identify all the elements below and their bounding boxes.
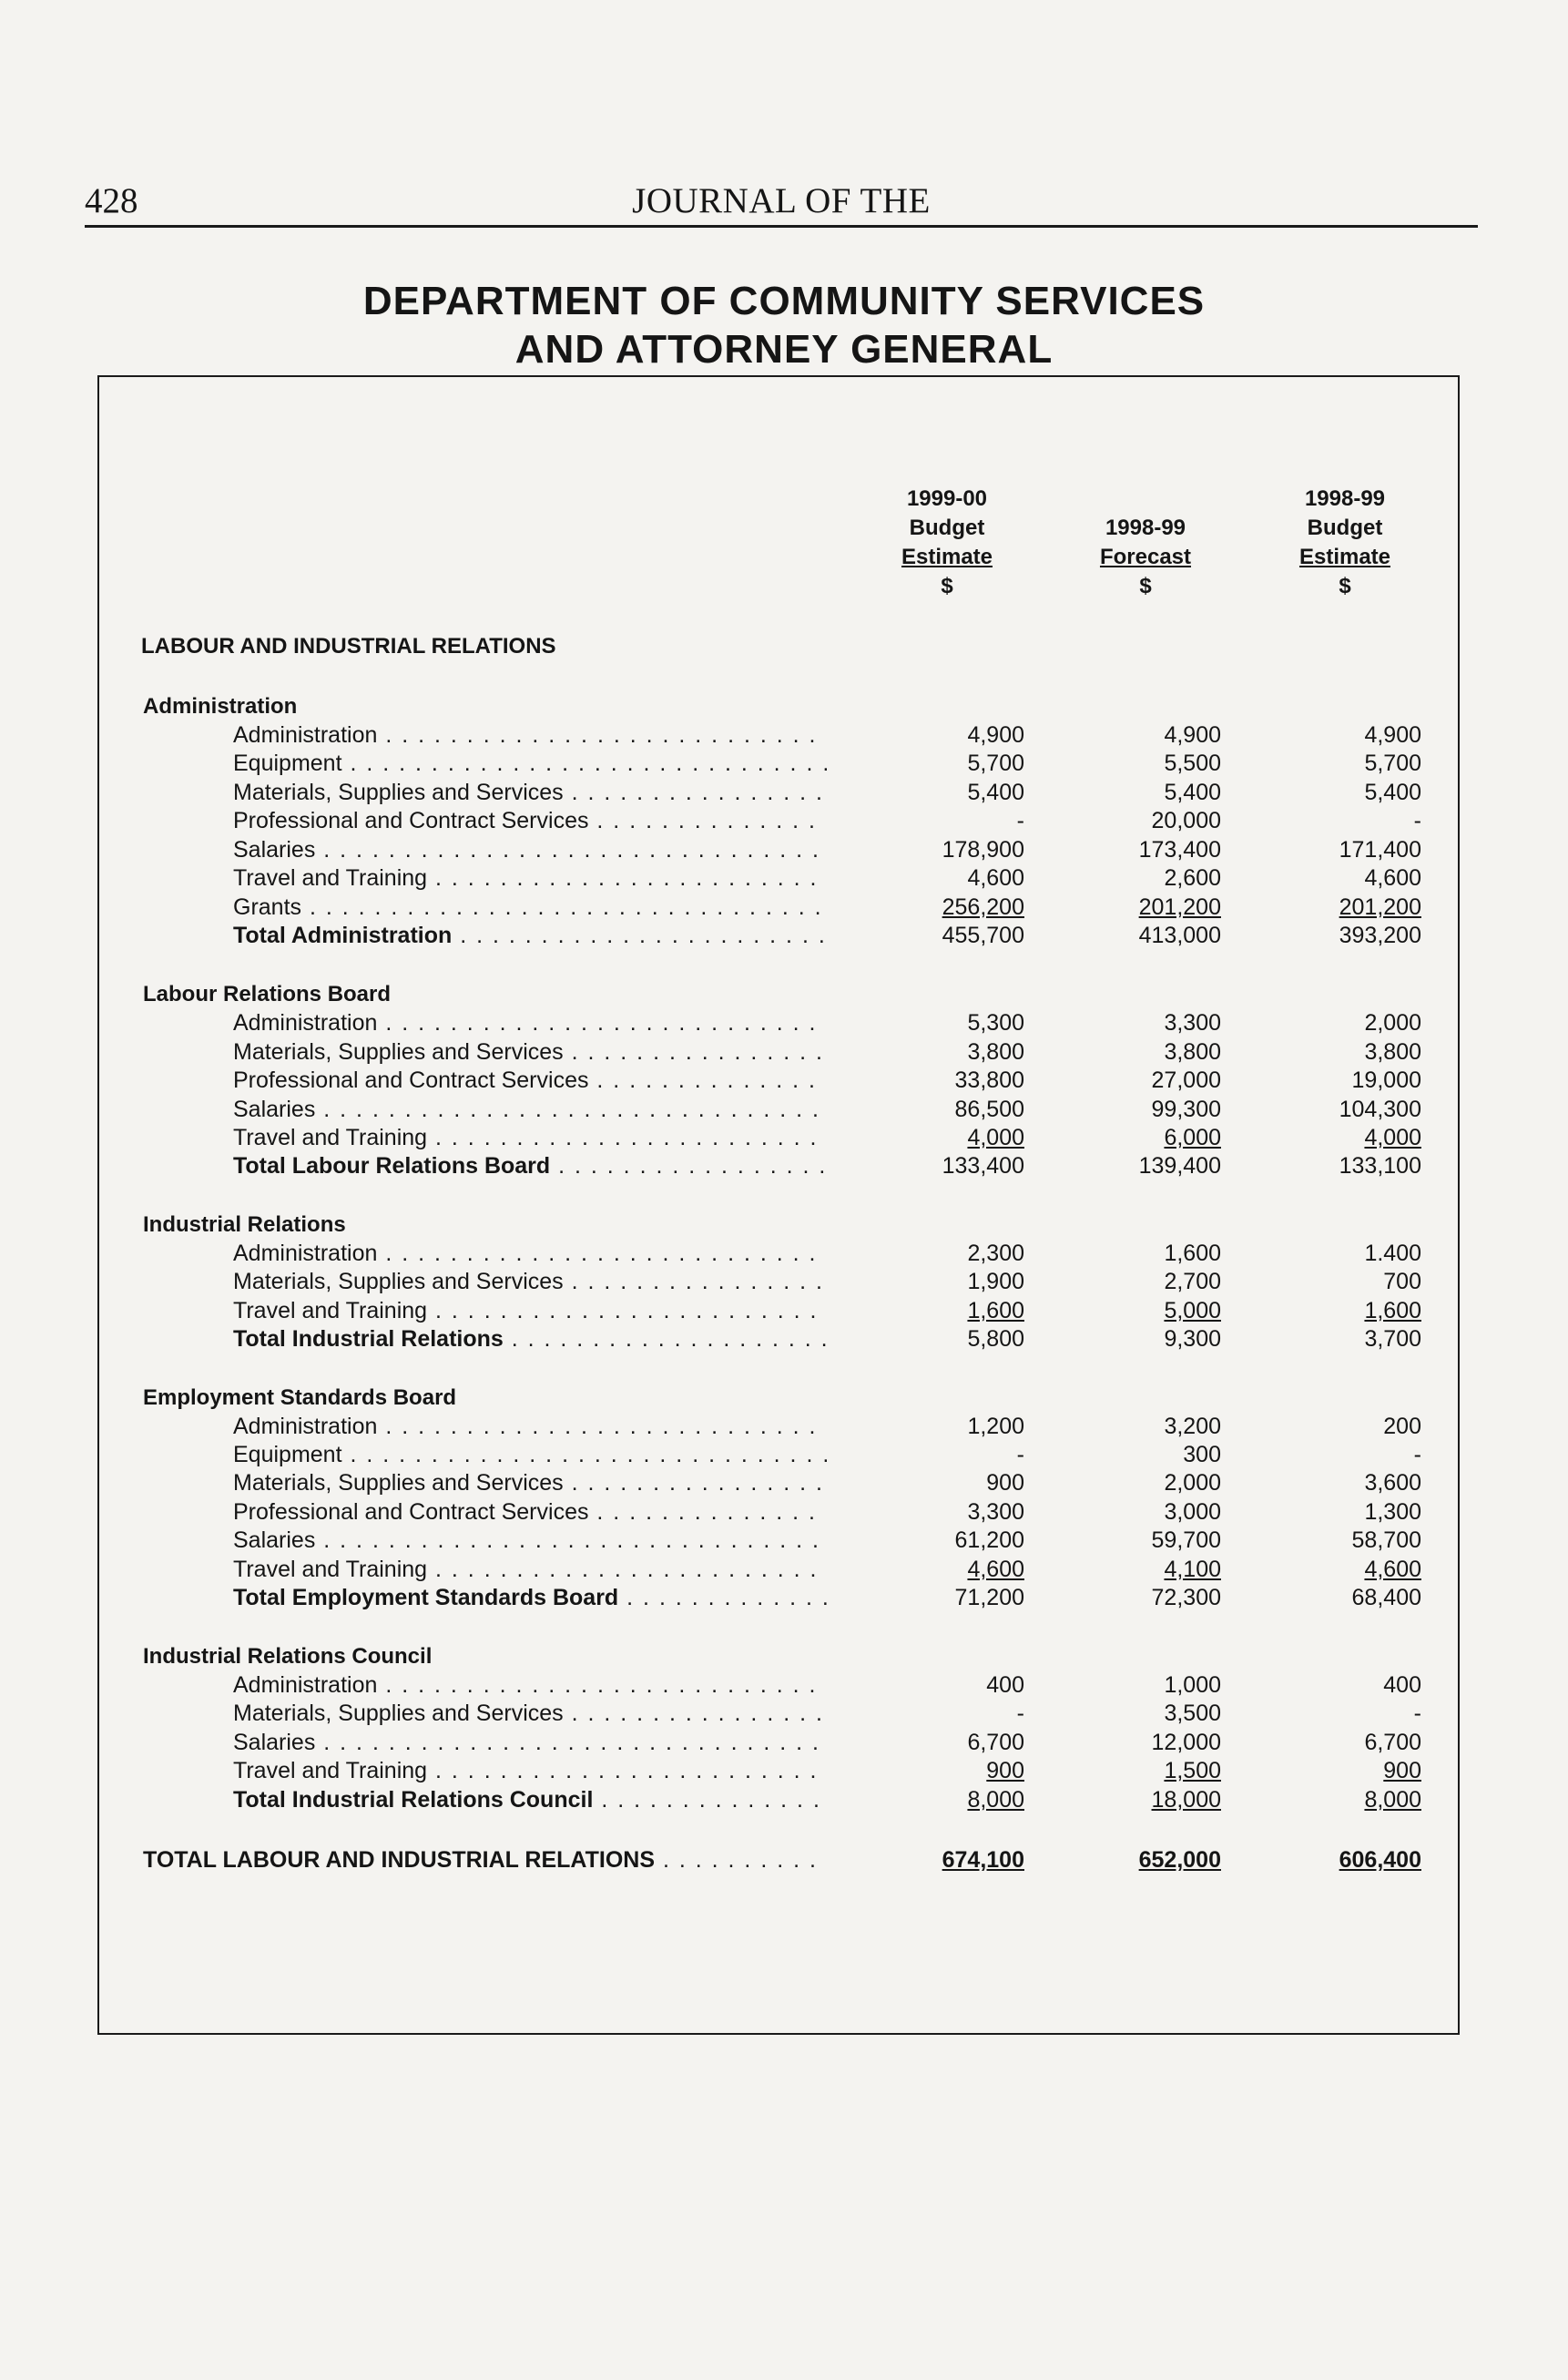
row-label: Equipment . . .: [233, 750, 827, 777]
cell-value: [1267, 1556, 1421, 1583]
total-value: 72,300: [1151, 1585, 1221, 1610]
total-value: [870, 1786, 1024, 1813]
cell-value: -: [1413, 1701, 1421, 1726]
cell-value: 2,700: [1164, 1269, 1221, 1294]
column-header-forecast-1998-99: [1064, 485, 1227, 601]
cell-value: 33,800: [954, 1067, 1024, 1093]
cell-value: 5,300: [967, 1010, 1024, 1036]
column-header-line: Forecast: [1099, 545, 1192, 569]
row-label: Professional and Contract Services . . .: [233, 807, 827, 834]
cell-value: 99,300: [1151, 1097, 1221, 1122]
column-header-budget-1998-99: [1263, 485, 1427, 601]
total-value: 413,000: [1138, 923, 1221, 948]
cell-value: [870, 1757, 1024, 1784]
cell-value-text: 4,600: [967, 1557, 1024, 1582]
cell-value: 400: [986, 1672, 1024, 1698]
cell-value: 2,600: [1164, 865, 1221, 891]
cell-value: 1,300: [1364, 1499, 1421, 1525]
cell-value: 27,000: [1151, 1067, 1221, 1093]
cell-value: [870, 894, 1024, 921]
cell-value-text: 201,200: [1339, 894, 1421, 920]
total-value: 393,200: [1339, 923, 1421, 948]
cell-value: 2,300: [967, 1241, 1024, 1266]
group-title-labour-relations-board: Labour Relations Board: [143, 982, 392, 1006]
row-label: Materials, Supplies and Services . . .: [233, 1268, 827, 1295]
row-label: Materials, Supplies and Services . . .: [233, 1038, 827, 1066]
row-label: Travel and Training . . .: [233, 1556, 827, 1583]
cell-value-text: 900: [1383, 1758, 1421, 1783]
cell-value: 3,500: [1164, 1701, 1221, 1726]
cell-value: [1267, 1297, 1421, 1324]
cell-value-text: 201,200: [1138, 894, 1221, 920]
cell-value-text: 6,000: [1164, 1125, 1221, 1150]
row-label: Grants . . .: [233, 894, 827, 921]
grand-total-value-text: 674,100: [942, 1847, 1024, 1873]
total-label: Total Industrial Relations . . .: [233, 1325, 827, 1353]
cell-value: 3,800: [1364, 1039, 1421, 1065]
row-label: Professional and Contract Services . . .: [233, 1498, 827, 1526]
cell-value: 3,800: [1164, 1039, 1221, 1065]
cell-value: 173,400: [1138, 837, 1221, 863]
cell-value-text: 256,200: [942, 894, 1024, 920]
row-label: Travel and Training . . .: [233, 1124, 827, 1151]
row-label: Professional and Contract Services . . .: [233, 1067, 827, 1094]
cell-value: [870, 1556, 1024, 1583]
cell-value: 1,200: [967, 1414, 1024, 1439]
cell-value: 61,200: [954, 1527, 1024, 1553]
row-label: Administration . . .: [233, 1009, 827, 1037]
cell-value: 200: [1383, 1414, 1421, 1439]
row-label: Administration . . .: [233, 721, 827, 749]
cell-value: 171,400: [1339, 837, 1421, 863]
cell-value: 1.400: [1364, 1241, 1421, 1266]
cell-value: 4,600: [967, 865, 1024, 891]
grand-total-value-text: 606,400: [1339, 1847, 1421, 1873]
row-label: Materials, Supplies and Services . . .: [233, 1700, 827, 1727]
cell-value: 178,900: [942, 837, 1024, 863]
total-value: 139,400: [1138, 1153, 1221, 1179]
group-title-administration: Administration: [143, 694, 298, 719]
row-label: Materials, Supplies and Services . . .: [233, 1469, 827, 1496]
total-value-text: 18,000: [1151, 1787, 1221, 1813]
group-title-employment-standards-board: Employment Standards Board: [143, 1385, 457, 1410]
cell-value: [870, 1124, 1024, 1151]
cell-value: -: [1016, 1701, 1024, 1726]
cell-value: 20,000: [1151, 808, 1221, 833]
column-header-line: Budget: [909, 516, 985, 540]
row-label: Travel and Training . . .: [233, 864, 827, 892]
grand-total-value-text: 652,000: [1138, 1847, 1221, 1873]
group-title-industrial-relations-council: Industrial Relations Council: [143, 1644, 433, 1669]
cell-value: 58,700: [1351, 1527, 1421, 1553]
cell-value: 12,000: [1151, 1730, 1221, 1755]
column-header-budget-1999-00: [865, 485, 1029, 601]
total-value: 3,700: [1364, 1326, 1421, 1352]
row-label: Equipment . . .: [233, 1441, 827, 1468]
cell-value: [1267, 894, 1421, 921]
column-header-line: [1064, 485, 1227, 514]
total-label: Total Employment Standards Board . . .: [233, 1584, 827, 1611]
cell-value: 5,500: [1164, 751, 1221, 776]
column-unit: $: [1339, 574, 1351, 598]
journal-title: JOURNAL OF THE: [632, 181, 931, 220]
row-label: Salaries . . .: [233, 1527, 827, 1554]
section-title: LABOUR AND INDUSTRIAL RELATIONS: [141, 634, 556, 659]
total-label: Total Administration . . .: [233, 922, 827, 949]
total-value-text: 8,000: [967, 1787, 1024, 1813]
group-title-industrial-relations: Industrial Relations: [143, 1212, 346, 1237]
cell-value: 3,600: [1364, 1470, 1421, 1496]
cell-value-text: 4,600: [1364, 1557, 1421, 1582]
cell-value: 5,400: [967, 780, 1024, 805]
cell-value: 5,700: [967, 751, 1024, 776]
cell-value: 3,000: [1164, 1499, 1221, 1525]
cell-value: 4,900: [1164, 722, 1221, 748]
grand-total-label: TOTAL LABOUR AND INDUSTRIAL RELATIONS . . .: [143, 1846, 827, 1874]
total-value: 5,800: [967, 1326, 1024, 1352]
cell-value: [1066, 1297, 1221, 1324]
cell-value-text: 4,000: [967, 1125, 1024, 1150]
cell-value: 5,700: [1364, 751, 1421, 776]
total-value: 9,300: [1164, 1326, 1221, 1352]
cell-value: 1,600: [1164, 1241, 1221, 1266]
cell-value: -: [1016, 1442, 1024, 1467]
cell-value: 2,000: [1364, 1010, 1421, 1036]
cell-value: 5,400: [1164, 780, 1221, 805]
cell-value: [1267, 1757, 1421, 1784]
total-value: 133,100: [1339, 1153, 1421, 1179]
cell-value-text: 900: [986, 1758, 1024, 1783]
cell-value: 4,600: [1364, 865, 1421, 891]
cell-value: 300: [1183, 1442, 1221, 1467]
cell-value-text: 4,000: [1364, 1125, 1421, 1150]
cell-value: 400: [1383, 1672, 1421, 1698]
column-header-line: Estimate: [901, 545, 993, 569]
column-header-line: 1999-00: [906, 486, 988, 511]
cell-value: 104,300: [1339, 1097, 1421, 1122]
row-label: Salaries . . .: [233, 1096, 827, 1123]
cell-value: 3,200: [1164, 1414, 1221, 1439]
row-label: Salaries . . .: [233, 1729, 827, 1756]
cell-value: 900: [986, 1470, 1024, 1496]
cell-value: [870, 1297, 1024, 1324]
cell-value: [1066, 894, 1221, 921]
cell-value-text: 1,600: [1364, 1298, 1421, 1323]
grand-total-value: [870, 1846, 1024, 1874]
column-header-line: Estimate: [1298, 545, 1391, 569]
total-value: [1267, 1786, 1421, 1813]
column-unit: $: [1139, 574, 1152, 598]
header-rule: [85, 225, 1478, 228]
cell-value: 4,900: [1364, 722, 1421, 748]
row-label: Salaries . . .: [233, 836, 827, 863]
total-value: [1066, 1786, 1221, 1813]
cell-value: 1,900: [967, 1269, 1024, 1294]
column-unit: $: [941, 574, 953, 598]
department-title-line-1: DEPARTMENT OF COMMUNITY SERVICES: [362, 279, 1206, 323]
grand-total-value: [1066, 1846, 1221, 1874]
column-header-line: 1998-99: [1105, 516, 1186, 540]
page-number: 428: [85, 181, 138, 220]
row-label: Administration . . .: [233, 1671, 827, 1699]
cell-value-text: 5,000: [1164, 1298, 1221, 1323]
cell-value: [1066, 1556, 1221, 1583]
column-header-line: 1998-99: [1304, 486, 1386, 511]
cell-value: 6,700: [967, 1730, 1024, 1755]
total-label: Total Labour Relations Board . . .: [233, 1152, 827, 1180]
row-label: Travel and Training . . .: [233, 1757, 827, 1784]
cell-value: -: [1016, 808, 1024, 833]
cell-value: 86,500: [954, 1097, 1024, 1122]
total-value: 455,700: [942, 923, 1024, 948]
running-head: [85, 180, 1478, 228]
cell-value-text: 4,100: [1164, 1557, 1221, 1582]
cell-value: [1267, 1124, 1421, 1151]
row-label: Administration . . .: [233, 1240, 827, 1267]
cell-value: 59,700: [1151, 1527, 1221, 1553]
total-label: Total Industrial Relations Council . . .: [233, 1786, 827, 1813]
cell-value: 2,000: [1164, 1470, 1221, 1496]
total-value: 71,200: [954, 1585, 1024, 1610]
row-label: Administration . . .: [233, 1413, 827, 1440]
cell-value: 700: [1383, 1269, 1421, 1294]
cell-value: 4,900: [967, 722, 1024, 748]
cell-value: 3,800: [967, 1039, 1024, 1065]
cell-value-text: 1,500: [1164, 1758, 1221, 1783]
cell-value: -: [1413, 808, 1421, 833]
cell-value: -: [1413, 1442, 1421, 1467]
cell-value: 6,700: [1364, 1730, 1421, 1755]
total-value: 68,400: [1351, 1585, 1421, 1610]
cell-value: [1066, 1124, 1221, 1151]
column-header-line: Budget: [1307, 516, 1383, 540]
department-title-line-2: AND ATTORNEY GENERAL: [514, 327, 1054, 372]
cell-value: 3,300: [1164, 1010, 1221, 1036]
row-label: Materials, Supplies and Services . . .: [233, 779, 827, 806]
total-value: 133,400: [942, 1153, 1024, 1179]
row-label: Travel and Training . . .: [233, 1297, 827, 1324]
cell-value-text: 1,600: [967, 1298, 1024, 1323]
cell-value: [1066, 1757, 1221, 1784]
cell-value: 3,300: [967, 1499, 1024, 1525]
total-value-text: 8,000: [1364, 1787, 1421, 1813]
grand-total-value: [1267, 1846, 1421, 1874]
cell-value: 19,000: [1351, 1067, 1421, 1093]
cell-value: 1,000: [1164, 1672, 1221, 1698]
cell-value: 5,400: [1364, 780, 1421, 805]
